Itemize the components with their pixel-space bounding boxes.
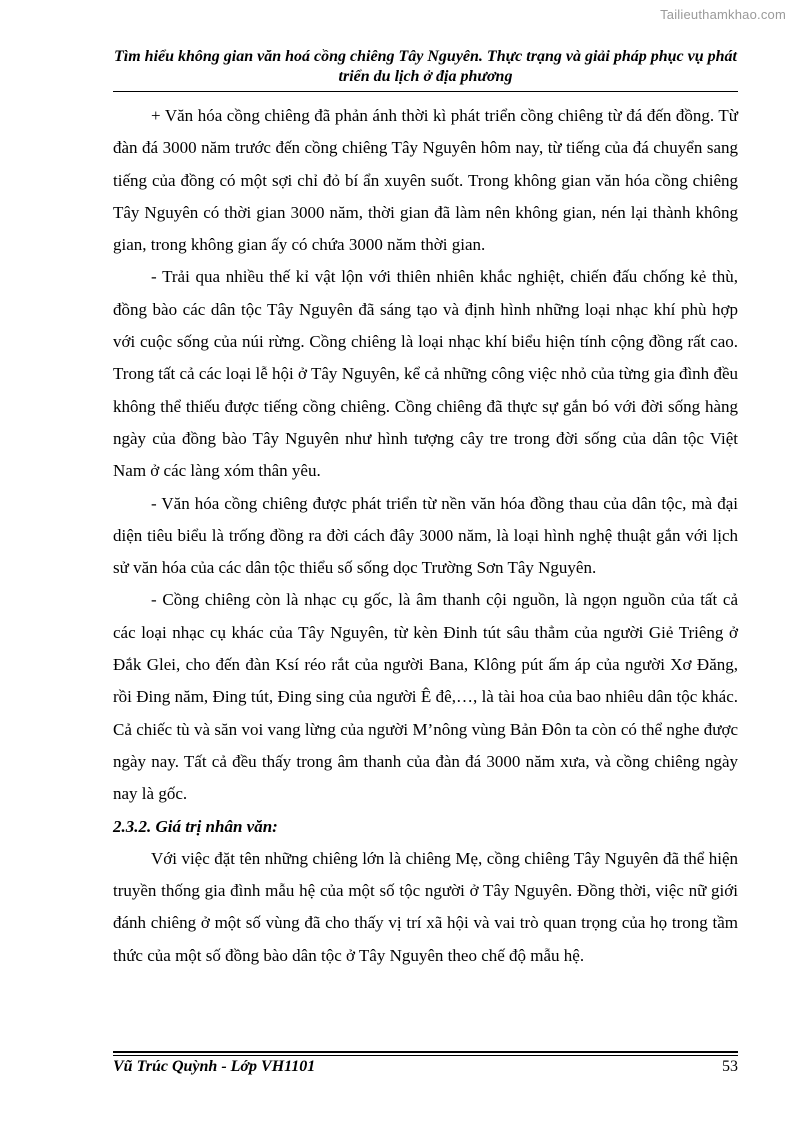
page-body xyxy=(113,100,738,972)
footer-divider xyxy=(113,1051,738,1053)
watermark: Tailieuthamkhao.com xyxy=(660,7,786,22)
footer-author: Vũ Trúc Quỳnh - Lớp VH1101 xyxy=(113,1058,316,1075)
page-number: 53 xyxy=(722,1058,738,1075)
header-divider xyxy=(113,91,738,92)
body-paragraph: - Trải qua nhiều thế kỉ vật lộn với thiên nhiên khắc nghiệt, chiến đấu chống kẻ thù, đồng bào các dân tộc Tây Nguyên đã sáng tạo và định hình những loại nhạc khí phù hợp với cuộc sống của núi rừng. Cồng chiêng là loại nhạc khí biểu hiện tính cộng đồng rất cao. Trong tất cả các loại lễ hội ở Tây Nguyên, kể cả những công việc nhỏ của từng gia đình đều không thể thiếu được tiếng cồng chiêng. Cồng chiêng đã thực sự gắn bó với đời sống hàng ngày của đồng bào Tây Nguyên như hình tượng cây tre trong đời sống của dân tộc Việt Nam ở các làng xóm thân yêu. xyxy=(113,267,738,481)
footer-divider-thin xyxy=(113,1055,738,1056)
body-paragraph: + Văn hóa cồng chiêng đã phản ánh thời kì phát triển cồng chiêng từ đá đến đồng. Từ đàn đá 3000 năm trước đến cồng chiêng Tây Nguyên hôm nay, từ tiếng của đá chuyển sang tiếng của đồng có một sợi chỉ đỏ bí ẩn xuyên suốt. Trong không gian văn hóa cồng chiêng Tây Nguyên có thời gian 3000 năm, thời gian đã làm nên không gian, nén lại thành không gian, trong không gian ấy có chứa 3000 năm thời gian. xyxy=(113,106,738,255)
section-heading: 2.3.2. Giá trị nhân văn: xyxy=(113,816,278,836)
body-paragraph: Với việc đặt tên những chiêng lớn là chiêng Mẹ, cồng chiêng Tây Nguyên đã thể hiện truyền thống gia đình mẫu hệ của một số tộc người ở Tây Nguyên. Đồng thời, việc nữ giới đánh chiêng ở một số vùng đã cho thấy vị trí xã hội và vai trò quan trọng của họ trong tầm thức của một số đồng bào dân tộc ở Tây Nguyên theo chế độ mẫu hệ. xyxy=(113,848,738,965)
body-paragraph: - Cồng chiêng còn là nhạc cụ gốc, là âm thanh cội nguồn, là ngọn nguồn của tất cả các loại nhạc cụ khác của Tây Nguyên, từ kèn Đinh tút sâu thẳm của người Giẻ Triêng ở Đắk Glei, cho đến đàn Ksí réo rắt của người Bana, Klông pút ấm áp của người Xơ Đăng, rồi Đing năm, Đing tút, Đing sing của người Ê đê,…, là tài hoa của bao nhiêu dân tộc khác. Cả chiếc tù và săn voi vang lừng của người M’nông vùng Bản Đôn ta còn có thể nghe được ngày nay. Tất cả đều thấy trong âm thanh của đàn đá 3000 năm xưa, và cồng chiêng ngày nay là gốc. xyxy=(113,590,738,804)
running-header: Tìm hiểu không gian văn hoá cồng chiêng Tây Nguyên. Thực trạng và giải pháp phục vụ phát triển du lịch ở địa phương xyxy=(114,48,737,85)
body-paragraph: - Văn hóa cồng chiêng được phát triển từ nền văn hóa đồng thau của dân tộc, mà đại diện tiêu biểu là trống đồng ra đời cách đây 3000 năm, là loại hình nghệ thuật gắn với lịch sử văn hóa của các dân tộc thiểu số sống dọc Trường Sơn Tây Nguyên. xyxy=(113,493,738,578)
